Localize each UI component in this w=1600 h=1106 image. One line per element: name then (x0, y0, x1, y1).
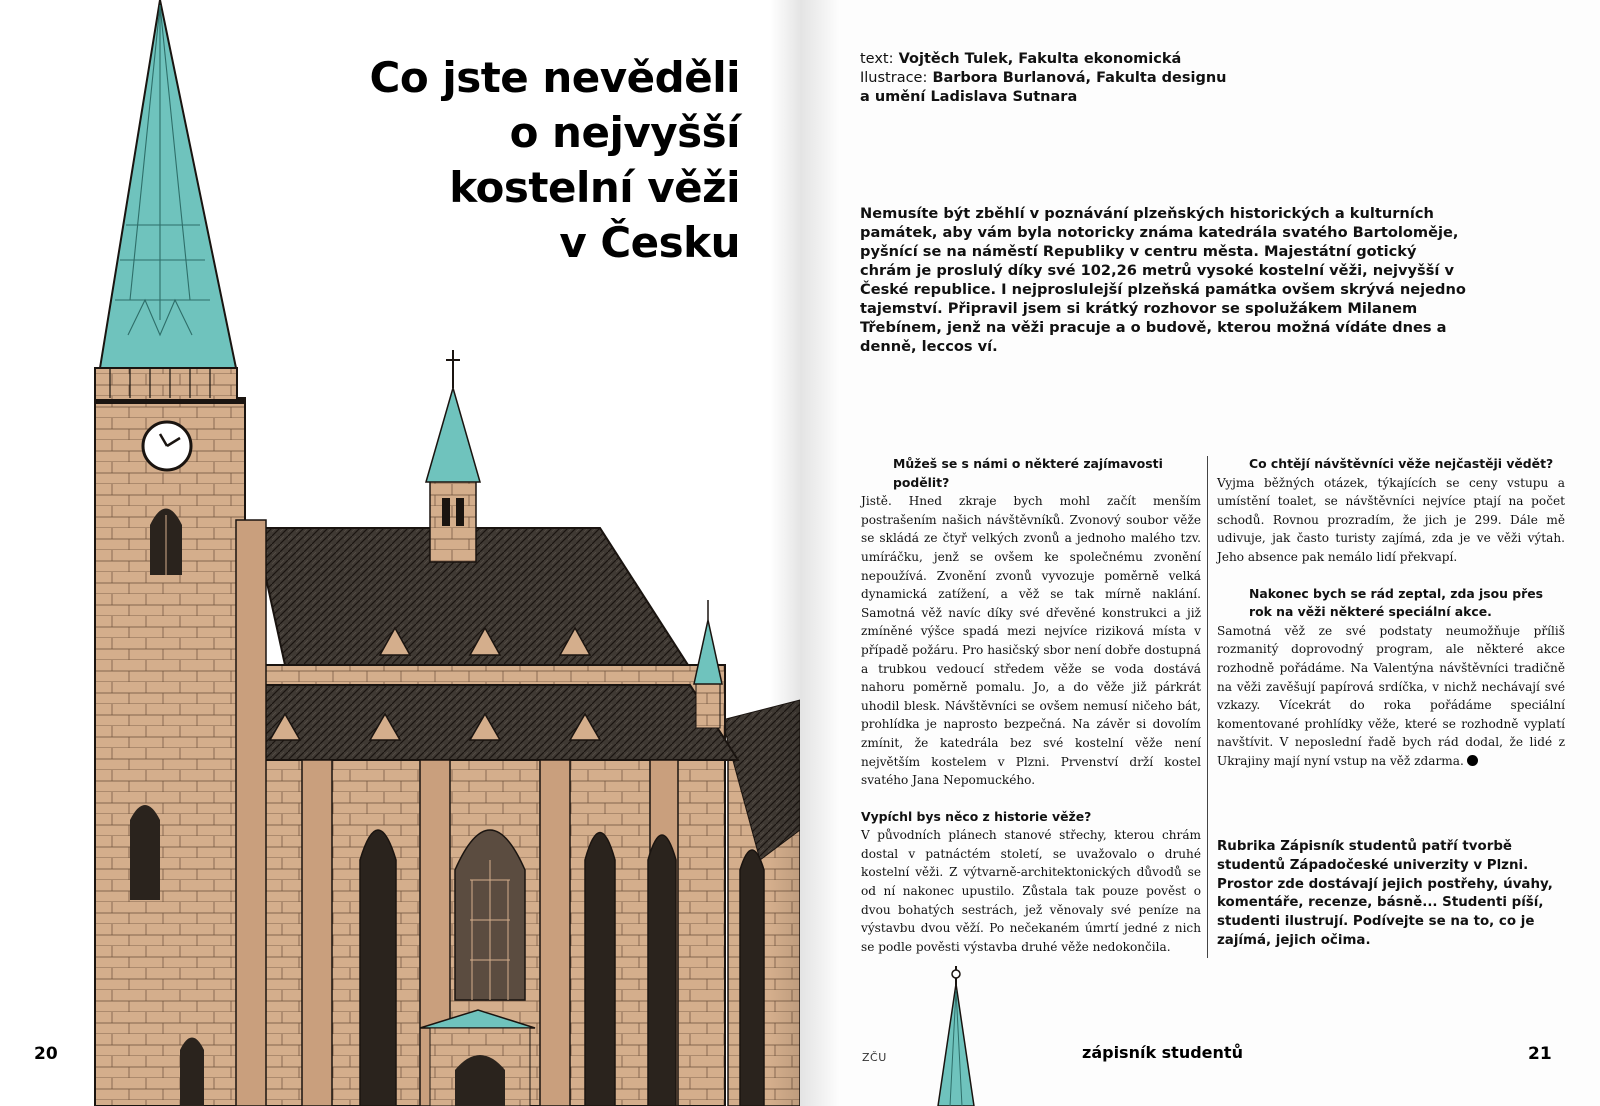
interview-question: Nakonec bych se rád zeptal, zda jsou přes rok na věži některé speciální akce. (1249, 585, 1544, 620)
interview-answer: Vyjma běžných otázek, týkajících se ceny vstupu a umístění toalet, se návštěvníci nejvíce ptají na počet schodů. Rovnou prozradím, že jich je 299. Dále mě udivuje, jak často turisty zajímá, zda je ve věži výtah. Jeho absence pak nemálo lidí překvapí. (1217, 475, 1565, 564)
title-line: Co jste nevěděli (369, 53, 740, 102)
end-mark-icon (1467, 755, 1478, 766)
interview-question: Vypíchl bys něco z historie věže? (861, 808, 1092, 824)
text-column-right (1217, 455, 1565, 771)
right-page (800, 0, 1600, 1106)
rubric-note: Rubrika Zápisník studentů patří tvorbě studentů Západočeské univerzity v Plzni. Prostor zde dostávají jejich postřehy, úvahy, komentáře, recenze, básně... Studenti píší, studenti ilustrují. Podívejte se na to, co je zajímá, jejich očima. (1217, 839, 1553, 948)
page-number-right: 21 (1528, 1044, 1552, 1064)
lead-paragraph: Nemusíte být zběhlí v poznávání plzeňských historických a kulturních památek, aby vám byla notoricky známa katedrála svatého Bartoloměje, pyšnící se na náměstí Republiky v centru města. Majestátní gotický chrám je proslulý díky své 102,26 metrů vysoké kostelní věži, nejvyšší v České republice. I nejproslulejší plzeňská památka ovšem skrývá nejedno tajemství. Připravil jsem si krátký rozhovor se spolužákem Milanem Třebínem, jenž na věži pracuje a o budově, kterou možná vídáte dnes a denně, leccos ví. (860, 205, 1466, 355)
article-title (190, 50, 740, 270)
title-line: v Česku (559, 218, 740, 267)
credits (860, 50, 1227, 107)
interview-question: Můžeš se s námi o některé zajímavosti podělit? (893, 456, 1163, 490)
credits-illustration-label: Ilustrace: (860, 70, 928, 86)
text-column-left (861, 455, 1201, 956)
page-number-left: 20 (34, 1044, 58, 1064)
column-divider (1207, 456, 1208, 958)
interview-answer: Jistě. Hned zkraje bych mohl začít menším postrašením našich návštěvníků. Zvonový soubor věže se skládá ze čtyř velkých zvonů a jednoho malého tzv. umíráčku, jenž se ovšem ke společnému zvonění nepoužívá. Zvonění zvonů vyvozuje poměrně velká dynamická zatížení, a věž se tak mírně naklání. Samotná věž navíc díky své dřevěné konstrukci a již zmíněné výšce spadá mezi nejvíce riziková místa v případě požáru. Pro hasičský sbor není dobře dostupná a trubkou vedoucí středem věže se voda dostává nahoru poměrně pomalu. Jo, a do věže již párkrát uhodil blesk. Návštěvníci se ovšem nemusí ničeho bát, prohlídka je naprosto bezpečná. Na závěr si dovolím zmínit, že katedrála bez své kostelní věže není největším kostelem v Plzni. Prvenství drží kostel svatého Jana Nepomuckého. (861, 494, 1201, 788)
gutter-shadow (800, 0, 840, 1106)
interview-question: Co chtějí návštěvníci věže nejčastěji vědět? (1249, 456, 1554, 471)
roof-turret (426, 350, 480, 562)
interview-answer: Samotná věž ze své podstaty neumožňuje příliš rozmanitý doprovodný program, ale některé akce rozhodně pořádáme. Na Valentýna návštěvníci tradičně na věži zavěšují papírová srdíčka, v nichž nechávají své vzkazy. Vícekrát do roka pořádáme speciální komentované prohlídky věže, které se rozhodně vyplatí navštívit. V neposlední řadě bych rád dodal, že lidé z Ukrajiny mají nyní vstup na věž zdarma. (1217, 623, 1565, 768)
credits-text-label: text: (860, 51, 894, 67)
side-spire (694, 600, 722, 728)
credits-illustration-author-cont: a umění Ladislava Sutnara (860, 89, 1078, 105)
interview-answer: V původních plánech stanové střechy, kterou chrám dostal v patnáctém století, se uvažovalo o druhé kostelní věži. Z výtvarně-architektonických důvodů se od ní nakonec upustilo. Zůstala tak pouze pověst o dvou bohatých sestrách, jež věnovaly své peníze na výstavbu dvou věží. Po nečekaném úmrtí jedné z nich se podle pověsti výstavba druhé věže nedokončila. (861, 828, 1201, 954)
footer-publisher: ZČU (862, 1051, 887, 1064)
credits-text-author: Vojtěch Tulek, Fakulta ekonomická (898, 51, 1182, 67)
title-line: o nejvyšší (509, 108, 740, 157)
portal (420, 1010, 535, 1106)
title-line: kostelní věži (449, 163, 740, 212)
footer-section: zápisník studentů (1082, 1043, 1243, 1062)
credits-illustration-author: Barbora Burlanová, Fakulta designu (932, 70, 1227, 86)
spire-illustration (928, 966, 988, 1106)
